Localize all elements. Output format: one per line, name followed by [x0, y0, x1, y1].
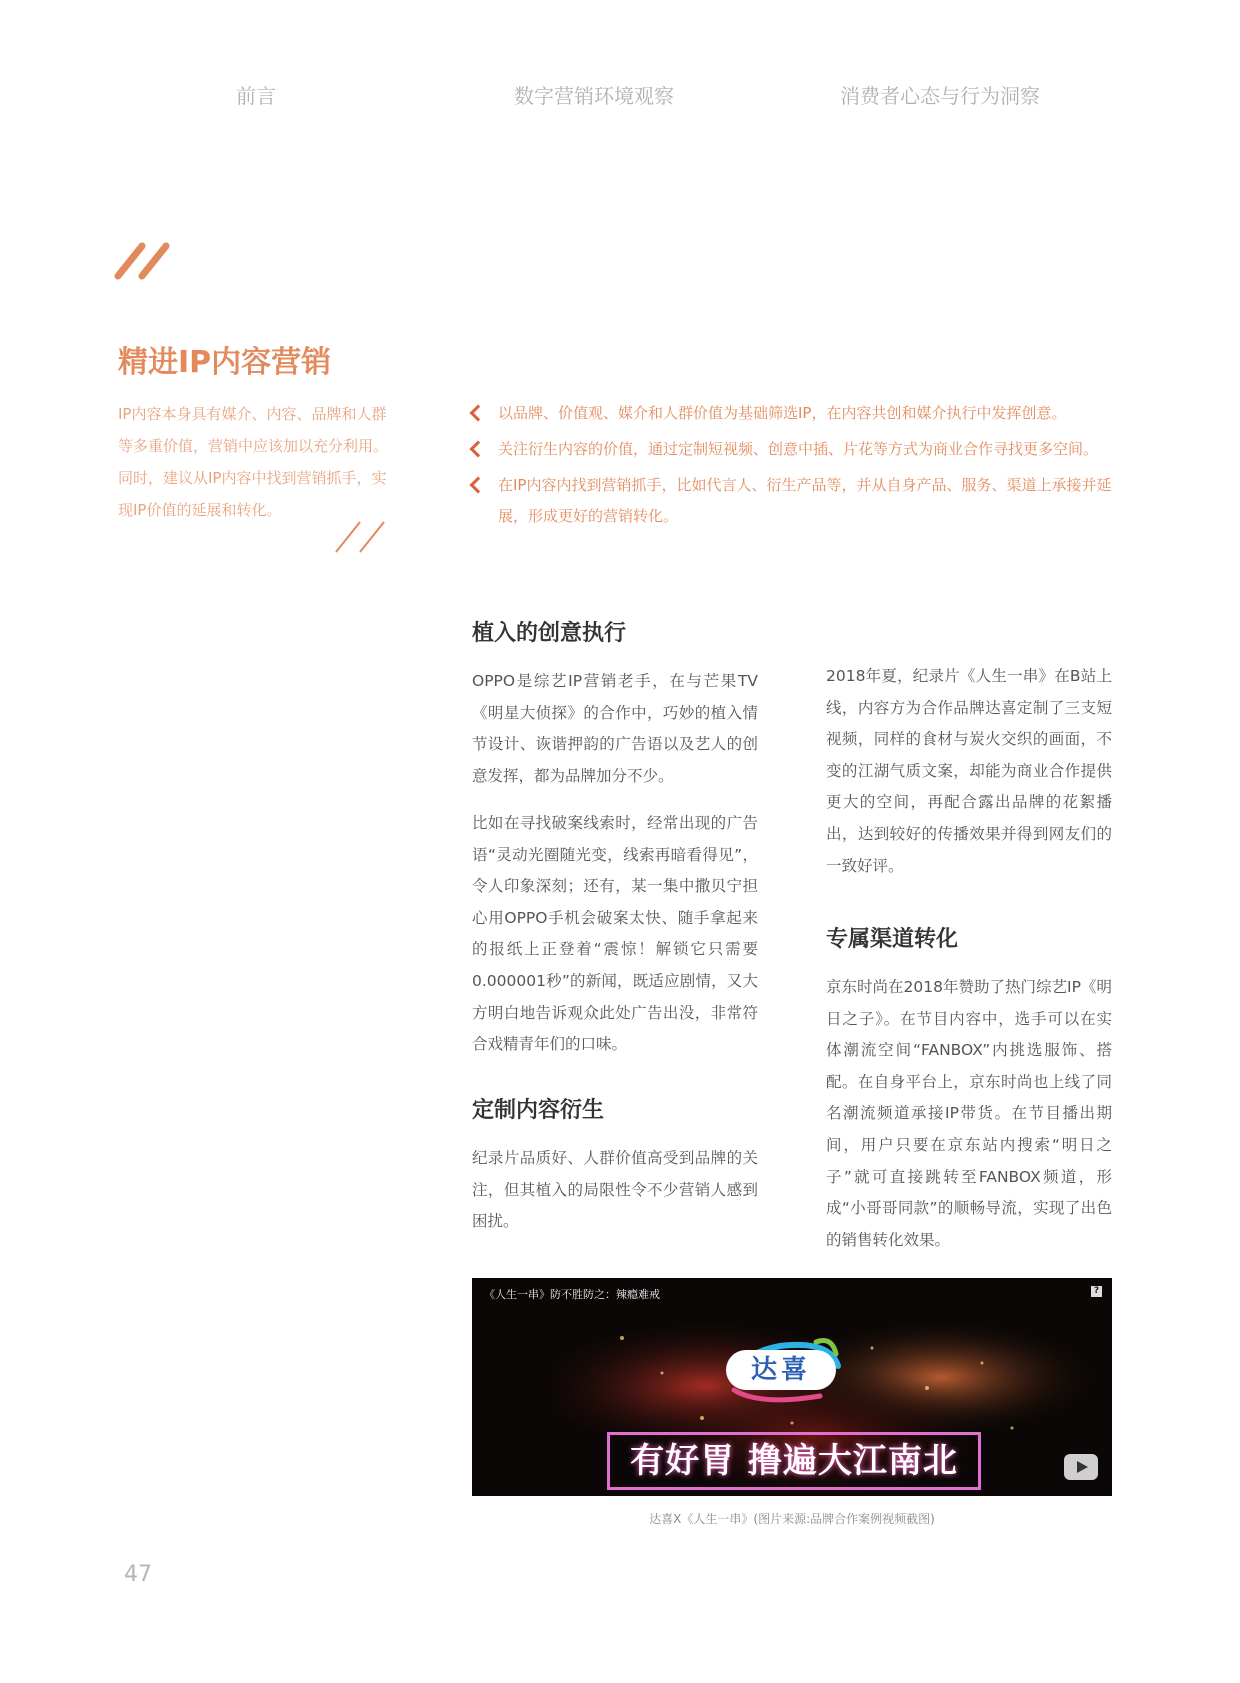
- paragraph: OPPO是综艺IP营销老手，在与芒果TV《明星大侦探》的合作中，巧妙的植入情节设计、诙谐押韵的广告语以及艺人的创意发挥，都为品牌加分不少。: [472, 672, 758, 785]
- brand-logo: [720, 1336, 850, 1406]
- chevron-left-icon: [470, 405, 487, 422]
- double-slash-icon: [112, 240, 176, 280]
- section-intro: [118, 398, 408, 526]
- chevron-left-icon: [470, 477, 487, 494]
- intro-line: 现IP价值的延展和转化。: [118, 501, 282, 519]
- list-item: [472, 398, 1122, 429]
- figure-caption: 达喜X《人生一串》(图片来源:品牌合作案例视频截图): [649, 1512, 935, 1526]
- page-number: 47: [124, 1562, 152, 1587]
- list-item: [472, 434, 1122, 465]
- tv-play-icon[interactable]: [1064, 1454, 1098, 1480]
- ad-slogan: 有好胃 撸遍大江南北: [607, 1432, 981, 1490]
- intro-line: IP内容本身具有媒介、内容、品牌和人群: [118, 405, 387, 423]
- paragraph: 比如在寻找破案线索时，经常出现的广告语“灵动光圈随光变，线索再暗看得见”，令人印象深刻；还有，某一集中撒贝宁担心用OPPO手机会破案太快、随手拿起来的报纸上正登着“震惊！解锁它只需要0.000001秒”的新闻，既适应剧情，又大方明白地告诉观众此处广告出没，非常符合戏精青年们的口味。: [472, 814, 758, 1054]
- bullet-text: 关注衍生内容的价值，通过定制短视频、创意中插、片花等方式为商业合作寻找更多空间。: [498, 440, 1099, 458]
- bullet-text: 在IP内容内找到营销抓手，比如代言人、衍生产品等，并从自身产品、服务、渠道上承接并延展，形成更好的营销转化。: [498, 476, 1112, 525]
- nav-preface[interactable]: 前言: [236, 84, 276, 108]
- paragraph: 京东时尚在2018年赞助了热门综艺IP《明日之子》。在节目内容中，选手可以在实体潮流空间“FANBOX”内挑选服饰、搭配。在自身平台上，京东时尚也上线了同名潮流频道承接IP带货。在节目播出期间，用户只要在京东站内搜索“明日之子”就可直接跳转至FANBOX频道，形成“小哥哥同款”的顺畅导流，实现了出色的销售转化效果。: [826, 978, 1112, 1249]
- bullet-text: 以品牌、价值观、媒介和人群价值为基础筛选IP，在内容共创和媒介执行中发挥创意。: [498, 404, 1067, 422]
- heading-channel-conversion: 专属渠道转化: [826, 927, 959, 952]
- nav-consumer-insight[interactable]: 消费者心态与行为洞察: [840, 84, 1040, 108]
- brand-logo-text: 达喜: [726, 1350, 836, 1390]
- heading-custom-content: 定制内容衍生: [472, 1098, 605, 1123]
- help-icon[interactable]: ?: [1091, 1286, 1102, 1297]
- video-title: 《人生一串》防不胜防之：辣瘾难戒: [484, 1288, 660, 1301]
- key-points-list: [472, 398, 1122, 537]
- intro-line: 等多重价值，营销中应该加以充分利用。: [118, 437, 389, 455]
- intro-line: 同时，建议从IP内容中找到营销抓手，实: [118, 469, 387, 487]
- section-title: 精进IP内容营销: [118, 345, 332, 380]
- paragraph: 纪录片品质好、人群价值高受到品牌的关注，但其植入的局限性令不少营销人感到困扰。: [472, 1149, 758, 1231]
- chevron-left-icon: [470, 441, 487, 458]
- video-screenshot: [472, 1278, 1112, 1496]
- list-item: [472, 470, 1122, 532]
- double-slash-outline-icon: [332, 518, 392, 554]
- paragraph: 2018年夏，纪录片《人生一串》在B站上线，内容方为合作品牌达喜定制了三支短视频，同样的食材与炭火交织的画面，不变的江湖气质文案，却能为商业合作提供更大的空间，再配合露出品牌的花絮播出，达到较好的传播效果并得到网友们的一致好评。: [826, 667, 1112, 875]
- nav-digital-marketing[interactable]: 数字营销环境观察: [514, 84, 674, 108]
- heading-creative-placement: 植入的创意执行: [472, 621, 627, 646]
